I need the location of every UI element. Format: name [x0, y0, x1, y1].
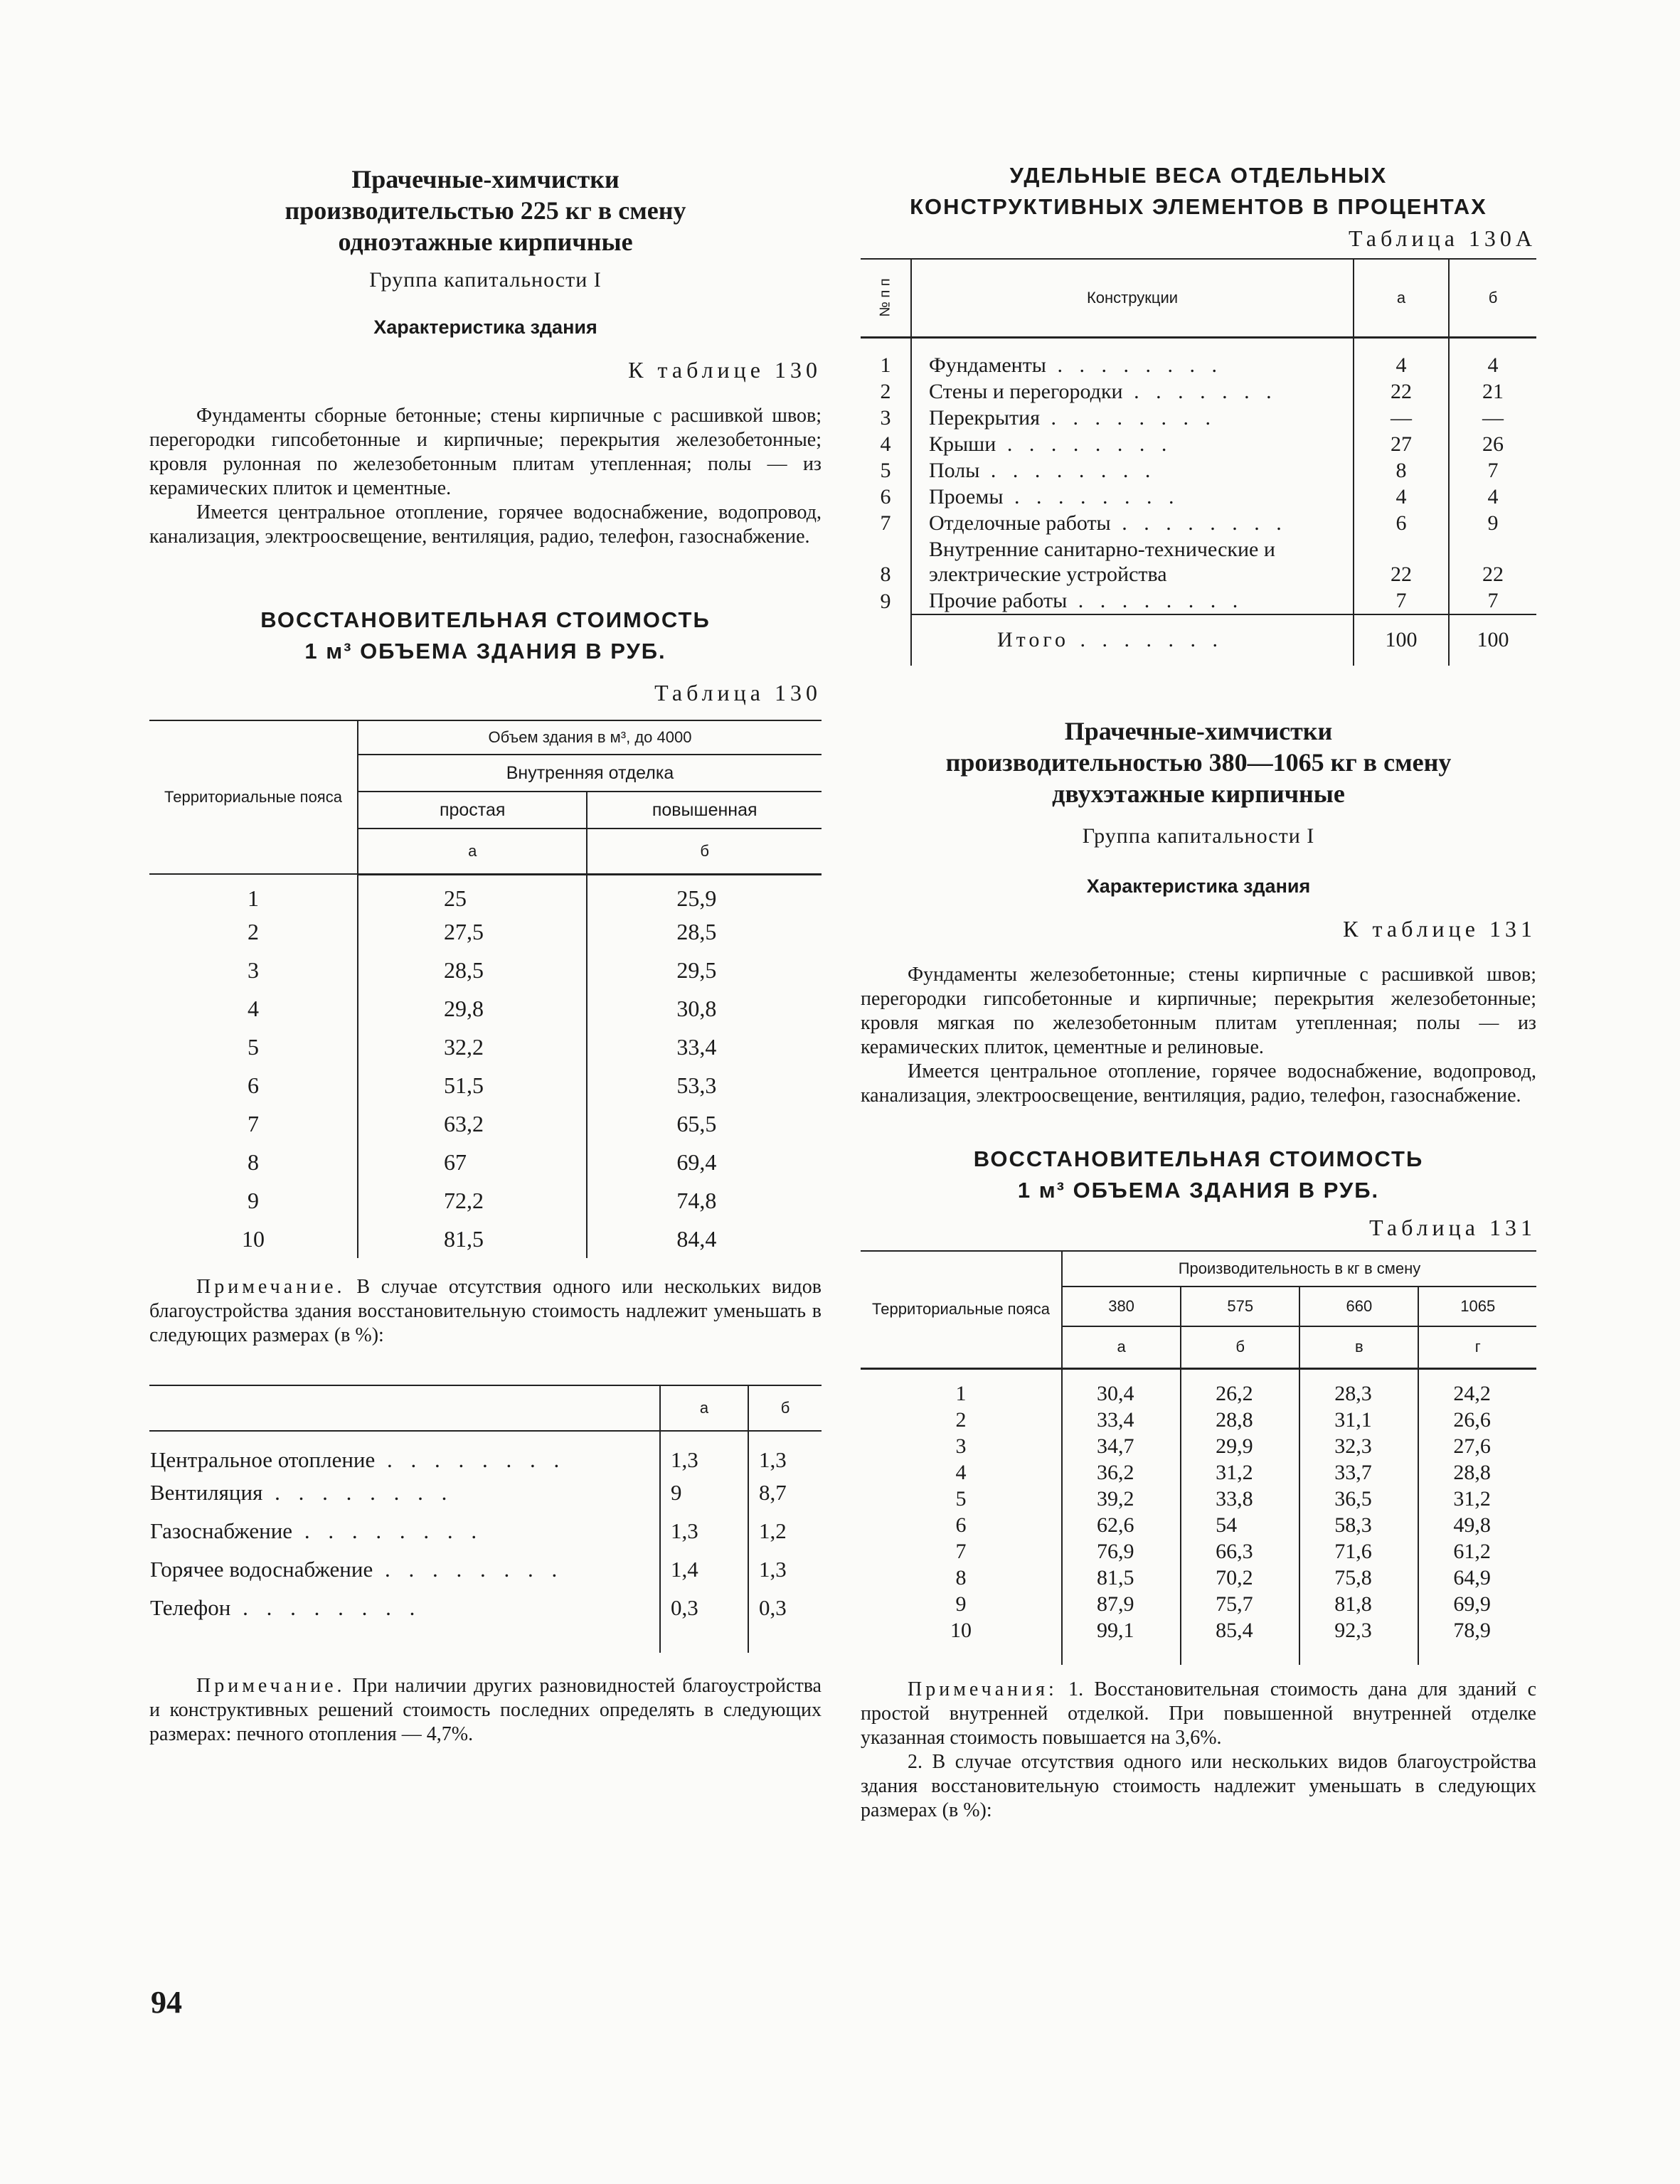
t130a-row [861, 457, 1536, 484]
reduction-value-b: 0,3 [759, 1595, 787, 1620]
t130a-value-a: 22 [1354, 536, 1449, 587]
reduction-row [149, 1550, 822, 1589]
t131-row [861, 1617, 1536, 1644]
t130a-value-b: 4 [1487, 353, 1499, 377]
t130a-value-a: 22 [1354, 378, 1449, 405]
reduction-value-b: 1,2 [759, 1518, 787, 1543]
t131-row [861, 1591, 1536, 1617]
t130a-construction: Прочие работы [929, 588, 1068, 612]
reduction-item-label: Телефон [150, 1595, 231, 1620]
reduction-item-dots: . . . . . . . . [373, 1557, 564, 1582]
t130a-num: 3 [861, 405, 911, 431]
reduction-value-b: 1,3 [759, 1447, 787, 1472]
t130a-value-b: 4 [1487, 484, 1499, 508]
t131-value-в: 71,6 [1299, 1538, 1418, 1565]
t131-value-б: 70,2 [1181, 1565, 1299, 1591]
t130a-construction: Стены и перегородки [929, 379, 1123, 403]
right-title-2 [861, 715, 1536, 809]
left-title-line-1: Прачечные-химчистки [351, 165, 620, 193]
t131-header-zone: Территориальные пояса [861, 1251, 1062, 1369]
t130a-value-b: — [1482, 405, 1504, 430]
left-paragraph-2: Имеется центральное отопление, горячее водоснабжение, водопровод, канализация, электроосвещение, вентиляция, радио, телефон, газоснабжение. [149, 501, 822, 548]
reduction-body [149, 1431, 822, 1653]
left-table-ref: К таблице 130 [628, 357, 822, 383]
t131-row [861, 1369, 1536, 1407]
t131-value-в: 58,3 [1299, 1512, 1418, 1538]
reduction-value-a: 9 [660, 1474, 748, 1512]
reduction-value-a: 1,3 [660, 1512, 748, 1550]
t131-value-г: 61,2 [1453, 1540, 1491, 1563]
t130-header-improved: повышенная [587, 792, 822, 829]
left-note-1-text: В случае отсутствия одного или нескольких видов благоустройства здания восстановительную стоимость надлежит уменьшать в следующих размерах (в %): [149, 1276, 822, 1346]
weights-title [861, 160, 1536, 223]
t131-value-в: 36,5 [1299, 1486, 1418, 1512]
t131-value-г: 26,6 [1453, 1408, 1491, 1432]
t130a-construction: Полы [929, 458, 980, 482]
t130a-value-b: 9 [1487, 511, 1499, 535]
t131-zone: 10 [861, 1617, 1062, 1644]
t131-zone: 4 [861, 1459, 1062, 1486]
right-title-2-line-1: Прачечные-химчистки [1064, 716, 1333, 745]
right-paragraph-1: Фундаменты железобетонные; стены кирпичные с расшивкой швов; перегородки гипсобетонные и кирпичные; перекрытия железобетонные; кровля мягкая по железобетонным плитам утепленная; полы — из керамических плиток, цементные и релиновые. [861, 963, 1536, 1058]
reduction-item-label: Газоснабжение [150, 1518, 293, 1543]
left-column [149, 164, 822, 1747]
t130a-value-a: 4 [1354, 484, 1449, 510]
t130-value-a: 81,5 [358, 1220, 587, 1258]
t130-header-simple: простая [358, 792, 587, 829]
left-cost-title-line-1: ВОССТАНОВИТЕЛЬНАЯ СТОИМОСТЬ [260, 607, 711, 632]
t130a-construction: Отделочные работы [929, 511, 1111, 535]
t130a-header-constructions: Конструкции [911, 259, 1354, 337]
reduction-item-cell [149, 1431, 660, 1474]
t130-zone: 8 [149, 1143, 358, 1181]
t130a-header-b: б [1449, 259, 1536, 337]
t130-zone: 5 [149, 1028, 358, 1066]
t130a-row [861, 536, 1536, 587]
reduction-spacer-cell [149, 1627, 660, 1653]
t130a-dots: . . . . . . . . [1003, 484, 1180, 508]
t130-header-volume: Объем здания в м³, до 4000 [358, 720, 822, 755]
t131-header-letter: а [1062, 1326, 1181, 1369]
left-cost-title [149, 604, 822, 667]
reduction-row [149, 1474, 822, 1512]
t130-value-a: 29,8 [358, 989, 587, 1028]
t131-zone: 6 [861, 1512, 1062, 1538]
t130a-dots: . . . . . . . . [996, 432, 1173, 456]
t131-value-а: 39,2 [1062, 1486, 1181, 1512]
t131-value-г: 69,9 [1453, 1592, 1491, 1616]
t131-row [861, 1538, 1536, 1565]
t130a-num: 4 [861, 431, 911, 457]
table-131 [861, 1250, 1536, 1666]
t131-value-а: 36,2 [1062, 1459, 1181, 1486]
weights-title-line-2: КОНСТРУКТИВНЫХ ЭЛЕМЕНТОВ В ПРОЦЕНТАХ [910, 194, 1487, 219]
t130-zone: 6 [149, 1066, 358, 1104]
t130a-construction: Крыши [929, 432, 996, 456]
t130a-row [861, 378, 1536, 405]
reduction-item-cell [149, 1512, 660, 1550]
t130a-dots: . . . . . . . [1122, 379, 1277, 403]
reduction-spacer-cell [748, 1627, 822, 1653]
reduction-spacer-cell [660, 1627, 748, 1653]
t131-zone: 3 [861, 1433, 1062, 1459]
reduction-value-a: 1,3 [660, 1431, 748, 1474]
t130-row [149, 1143, 822, 1181]
t130-value-a: 27,5 [358, 912, 587, 951]
left-note-2-label: Примечание. [196, 1675, 346, 1697]
left-title-line-3: одноэтажные кирпичные [338, 228, 633, 256]
t131-value-б: 66,3 [1181, 1538, 1299, 1565]
t130a-row [861, 405, 1536, 431]
t130a-construction-cell [911, 484, 1354, 510]
t130-value-a: 28,5 [358, 951, 587, 989]
reduction-row [149, 1431, 822, 1474]
t131-value-в: 33,7 [1299, 1459, 1418, 1486]
t130a-value-a: 4 [1354, 337, 1449, 378]
t130-zone: 7 [149, 1104, 358, 1143]
t130-value-b: 74,8 [676, 1187, 717, 1213]
t130-zone: 1 [149, 874, 358, 912]
t130-value-a: 72,2 [358, 1181, 587, 1220]
t131-value-б: 75,7 [1181, 1591, 1299, 1617]
t131-value-в: 92,3 [1299, 1617, 1418, 1644]
t130a-dots: . . . . . . . . [1067, 588, 1244, 612]
t130a-dots: . . . . . . . . [979, 458, 1157, 482]
t131-value-в: 75,8 [1299, 1565, 1418, 1591]
t130a-num: 2 [861, 378, 911, 405]
t130a-construction: Перекрытия [929, 405, 1040, 430]
t130-zone: 9 [149, 1181, 358, 1220]
t131-row [861, 1459, 1536, 1486]
t131-value-в: 32,3 [1299, 1433, 1418, 1459]
t130a-header-num [861, 259, 911, 337]
t130a-total-row [861, 614, 1536, 666]
left-title-line-2: производительстью 225 кг в смену [285, 196, 686, 225]
reduction-value-b: 1,3 [759, 1557, 787, 1582]
t131-row [861, 1512, 1536, 1538]
reduction-item-label: Горячее водоснабжение [150, 1557, 373, 1582]
t130a-num: 7 [861, 510, 911, 536]
t131-row [861, 1407, 1536, 1433]
t130-value-a: 51,5 [358, 1066, 587, 1104]
t130a-value-a: 8 [1354, 457, 1449, 484]
t131-header-capacity-value: 1065 [1418, 1287, 1536, 1326]
t131-value-г: 31,2 [1453, 1487, 1491, 1511]
right-group: Группа капитальности I [1082, 824, 1315, 848]
t130a-construction: Фундаменты [929, 353, 1046, 377]
t130-value-a: 67 [358, 1143, 587, 1181]
page-number: 94 [151, 1985, 182, 2020]
t131-header-letter: б [1181, 1326, 1299, 1369]
left-note-2 [149, 1674, 822, 1747]
left-note-1-label: Примечание. [196, 1276, 346, 1298]
reduction-table [149, 1385, 822, 1653]
t131-body [861, 1369, 1536, 1666]
left-paragraph-1: Фундаменты сборные бетонные; стены кирпичные с расшивкой швов; перегородки гипсобетонные и кирпичные; перекрытия железобетонные; кровля рулонная по железобетонным плитам утепленная; полы — из керамических плиток и цементные. [149, 405, 822, 499]
t130-row [149, 1181, 822, 1220]
right-title-2-line-2: производительностью 380—1065 кг в смену [945, 747, 1452, 777]
right-char-title: Характеристика здания [1086, 875, 1311, 897]
reduction-item-dots: . . . . . . . . [230, 1595, 422, 1620]
t130-zone: 2 [149, 912, 358, 951]
t131-zone: 9 [861, 1591, 1062, 1617]
t131-value-б: 28,8 [1181, 1407, 1299, 1433]
t130a-construction-cell [911, 378, 1354, 405]
t131-value-г: 27,6 [1453, 1434, 1491, 1458]
t130-header-finish: Внутренняя отделка [358, 755, 822, 792]
t130a-construction-cell [911, 457, 1354, 484]
t130-value-b: 28,5 [676, 918, 717, 944]
t131-zone: 2 [861, 1407, 1062, 1433]
t131-value-г: 49,8 [1453, 1513, 1491, 1537]
t130a-value-b: 26 [1482, 432, 1504, 456]
t130-value-b: 30,8 [676, 995, 717, 1021]
right-table-ref: К таблице 131 [1343, 915, 1536, 942]
t130-value-b: 33,4 [676, 1033, 717, 1060]
t130-header-a: а [358, 829, 587, 874]
t131-value-а: 87,9 [1062, 1591, 1181, 1617]
t131-spacer-row [861, 1644, 1536, 1665]
t130a-row [861, 431, 1536, 457]
reduction-item-cell [149, 1589, 660, 1627]
t131-value-а: 33,4 [1062, 1407, 1181, 1433]
t130a-num: 9 [861, 587, 911, 614]
t131-value-г: 78,9 [1453, 1619, 1491, 1642]
t131-header-capacity-value: 575 [1181, 1287, 1299, 1326]
right-table-label-2: Таблица 131 [1369, 1214, 1536, 1240]
right-cost-title-line-1: ВОССТАНОВИТЕЛЬНАЯ СТОИМОСТЬ [973, 1146, 1424, 1171]
t130a-value-a: 27 [1354, 431, 1449, 457]
t131-spacer-cell [1181, 1644, 1299, 1665]
t131-spacer-cell [1418, 1644, 1536, 1665]
table-130a [861, 258, 1536, 666]
t131-value-в: 81,8 [1299, 1591, 1418, 1617]
t130a-construction: Проемы [929, 484, 1004, 508]
t131-zone: 5 [861, 1486, 1062, 1512]
t131-value-а: 76,9 [1062, 1538, 1181, 1565]
t130-body [149, 874, 822, 1258]
t131-zone: 8 [861, 1565, 1062, 1591]
t130-value-b: 69,4 [676, 1149, 717, 1175]
t130a-construction-cell [911, 587, 1354, 614]
t131-value-а: 34,7 [1062, 1433, 1181, 1459]
t131-spacer-cell [861, 1644, 1062, 1665]
t130-row [149, 1220, 822, 1258]
t130a-num: 5 [861, 457, 911, 484]
t130a-value-b: 21 [1482, 379, 1504, 403]
t130-value-a: 32,2 [358, 1028, 587, 1066]
t130-row [149, 1028, 822, 1066]
t130a-num: 6 [861, 484, 911, 510]
t130a-row [861, 587, 1536, 614]
t130-row [149, 912, 822, 951]
t130a-value-a: — [1354, 405, 1449, 431]
t131-value-б: 31,2 [1181, 1459, 1299, 1486]
t130a-dots: . . . . . . . . [1046, 353, 1223, 377]
left-note-2-text: При наличии других разновидностей благоустройства и конструктивных решений стоимость последних определять в следующих размерах: печного отопления — 4,7%. [149, 1675, 822, 1745]
t131-header-capacity-value: 660 [1299, 1287, 1418, 1326]
t130a-total-num [861, 614, 911, 666]
t131-row [861, 1565, 1536, 1591]
reduction-row [149, 1512, 822, 1550]
right-note-1 [861, 1678, 1536, 1750]
t130a-dots: . . . . . . . . [1040, 405, 1216, 430]
t130a-value-b: 22 [1482, 562, 1504, 586]
reduction-item-label: Центральное отопление [150, 1447, 376, 1472]
t130a-header-num-text: № п п [877, 278, 893, 317]
t131-value-б: 33,8 [1181, 1486, 1299, 1512]
right-table-label: Таблица 130А [1349, 225, 1536, 251]
t130a-value-a: 6 [1354, 510, 1449, 536]
right-paragraph-2: Имеется центральное отопление, горячее водоснабжение, водопровод, канализация, электроосвещение, вентиляция, радио, телефон, газоснабжение. [861, 1060, 1536, 1107]
right-cost-title [861, 1144, 1536, 1206]
t131-row [861, 1433, 1536, 1459]
t131-value-а: 81,5 [1062, 1565, 1181, 1591]
left-title [149, 164, 822, 257]
right-note-2: 2. В случае отсутствия одного или нескольких видов благоустройства здания восстановительную стоимость надлежит уменьшать в следующих размерах (в %): [861, 1751, 1536, 1821]
t130-zone: 4 [149, 989, 358, 1028]
t130-zone: 3 [149, 951, 358, 989]
t130-value-b: 25,9 [676, 885, 717, 911]
reduction-item-dots: . . . . . . . . [375, 1447, 566, 1472]
reduction-value-a: 0,3 [660, 1589, 748, 1627]
reduction-header-a: а [660, 1385, 748, 1431]
right-note-1-text: 1. Восстановительная стоимость дана для зданий с простой внутренней отделкой. При повышенной внутренней отделке указанная стоимость повышается на 3,6%. [861, 1678, 1537, 1749]
t130a-value-a: 7 [1354, 587, 1449, 614]
t131-header-capacity-value: 380 [1062, 1287, 1181, 1326]
t131-spacer-cell [1299, 1644, 1418, 1665]
left-char-title: Характеристика здания [373, 316, 597, 338]
table-130 [149, 720, 822, 1258]
t131-header-letter: г [1418, 1326, 1536, 1369]
t131-value-г: 64,9 [1453, 1566, 1491, 1589]
t130-row [149, 874, 822, 912]
right-notes-label: Примечания: [908, 1678, 1058, 1700]
t130-zone: 10 [149, 1220, 358, 1258]
t130a-total-a: 100 [1354, 614, 1449, 666]
t131-zone: 1 [861, 1369, 1062, 1407]
reduction-spacer-row [149, 1627, 822, 1653]
left-cost-title-line-2: 1 м³ ОБЪЕМА ЗДАНИЯ В РУБ. [304, 639, 666, 664]
t130a-body [861, 337, 1536, 614]
right-cost-title-line-2: 1 м³ ОБЪЕМА ЗДАНИЯ В РУБ. [1017, 1177, 1380, 1203]
t130-row [149, 951, 822, 989]
t131-value-в: 28,3 [1299, 1369, 1418, 1407]
reduction-row [149, 1589, 822, 1627]
t130-value-b: 84,4 [676, 1225, 717, 1252]
t130-row [149, 1104, 822, 1143]
t131-value-б: 85,4 [1181, 1617, 1299, 1644]
t130-value-a: 25 [358, 874, 587, 912]
t130a-construction-cell [911, 536, 1354, 587]
t130-value-b: 65,5 [676, 1110, 717, 1136]
weights-title-line-1: УДЕЛЬНЫЕ ВЕСА ОТДЕЛЬНЫХ [1009, 163, 1388, 188]
reduction-header-empty [149, 1385, 660, 1431]
t130a-header-a: а [1354, 259, 1449, 337]
right-title-2-line-3: двухэтажные кирпичные [1052, 779, 1345, 808]
reduction-item-label: Вентиляция [150, 1480, 263, 1505]
t131-value-а: 30,4 [1062, 1369, 1181, 1407]
t130a-total-b: 100 [1449, 614, 1536, 666]
t130-value-a: 63,2 [358, 1104, 587, 1143]
t131-header-capacity: Производительность в кг в смену [1062, 1251, 1536, 1287]
right-column [861, 160, 1536, 1823]
t131-value-в: 31,1 [1299, 1407, 1418, 1433]
t131-value-г: 28,8 [1453, 1461, 1491, 1484]
t130a-construction-cell [911, 510, 1354, 536]
reduction-item-dots: . . . . . . . . [262, 1480, 454, 1505]
reduction-item-dots: . . . . . . . . [292, 1518, 484, 1543]
reduction-value-b: 8,7 [759, 1480, 787, 1505]
reduction-value-a: 1,4 [660, 1550, 748, 1589]
left-table-label: Таблица 130 [654, 680, 822, 705]
t130a-construction-cell [911, 337, 1354, 378]
t130-row [149, 1066, 822, 1104]
t130a-value-b: 7 [1487, 458, 1499, 482]
t130a-num: 8 [861, 536, 911, 587]
t130-header-zone: Территориальные пояса [149, 720, 358, 874]
t130-row [149, 989, 822, 1028]
reduction-item-cell [149, 1474, 660, 1512]
t130-header-b: б [587, 829, 822, 874]
t130a-construction-cell [911, 431, 1354, 457]
t131-value-г: 24,2 [1453, 1382, 1491, 1405]
t130-value-b: 29,5 [676, 957, 717, 983]
t130a-construction-cell [911, 405, 1354, 431]
reduction-item-cell [149, 1550, 660, 1589]
t130a-value-b: 7 [1487, 588, 1499, 612]
t131-value-б: 54 [1181, 1512, 1299, 1538]
t131-value-б: 26,2 [1181, 1369, 1299, 1407]
t131-header-letter: в [1299, 1326, 1418, 1369]
t130a-row [861, 510, 1536, 536]
t130-value-b: 53,3 [676, 1072, 717, 1098]
left-group: Группа капитальности I [369, 268, 602, 292]
t131-row [861, 1486, 1536, 1512]
t130a-num: 1 [861, 337, 911, 378]
t130a-row [861, 484, 1536, 510]
t130a-total-label-cell [911, 614, 1354, 666]
t131-value-б: 29,9 [1181, 1433, 1299, 1459]
reduction-header-b: б [748, 1385, 822, 1431]
t131-zone: 7 [861, 1538, 1062, 1565]
t131-spacer-cell [1062, 1644, 1181, 1665]
t131-value-а: 62,6 [1062, 1512, 1181, 1538]
t130a-row [861, 337, 1536, 378]
t130a-total-label: Итого [997, 628, 1069, 651]
t131-value-а: 99,1 [1062, 1617, 1181, 1644]
left-note-1 [149, 1275, 822, 1348]
t130a-dots: . . . . . . . . [1110, 511, 1287, 535]
t130a-total-dots: . . . . . . . [1068, 628, 1223, 651]
t130a-construction: Внутренние санитарно-технические и электрические устройства [929, 537, 1275, 586]
